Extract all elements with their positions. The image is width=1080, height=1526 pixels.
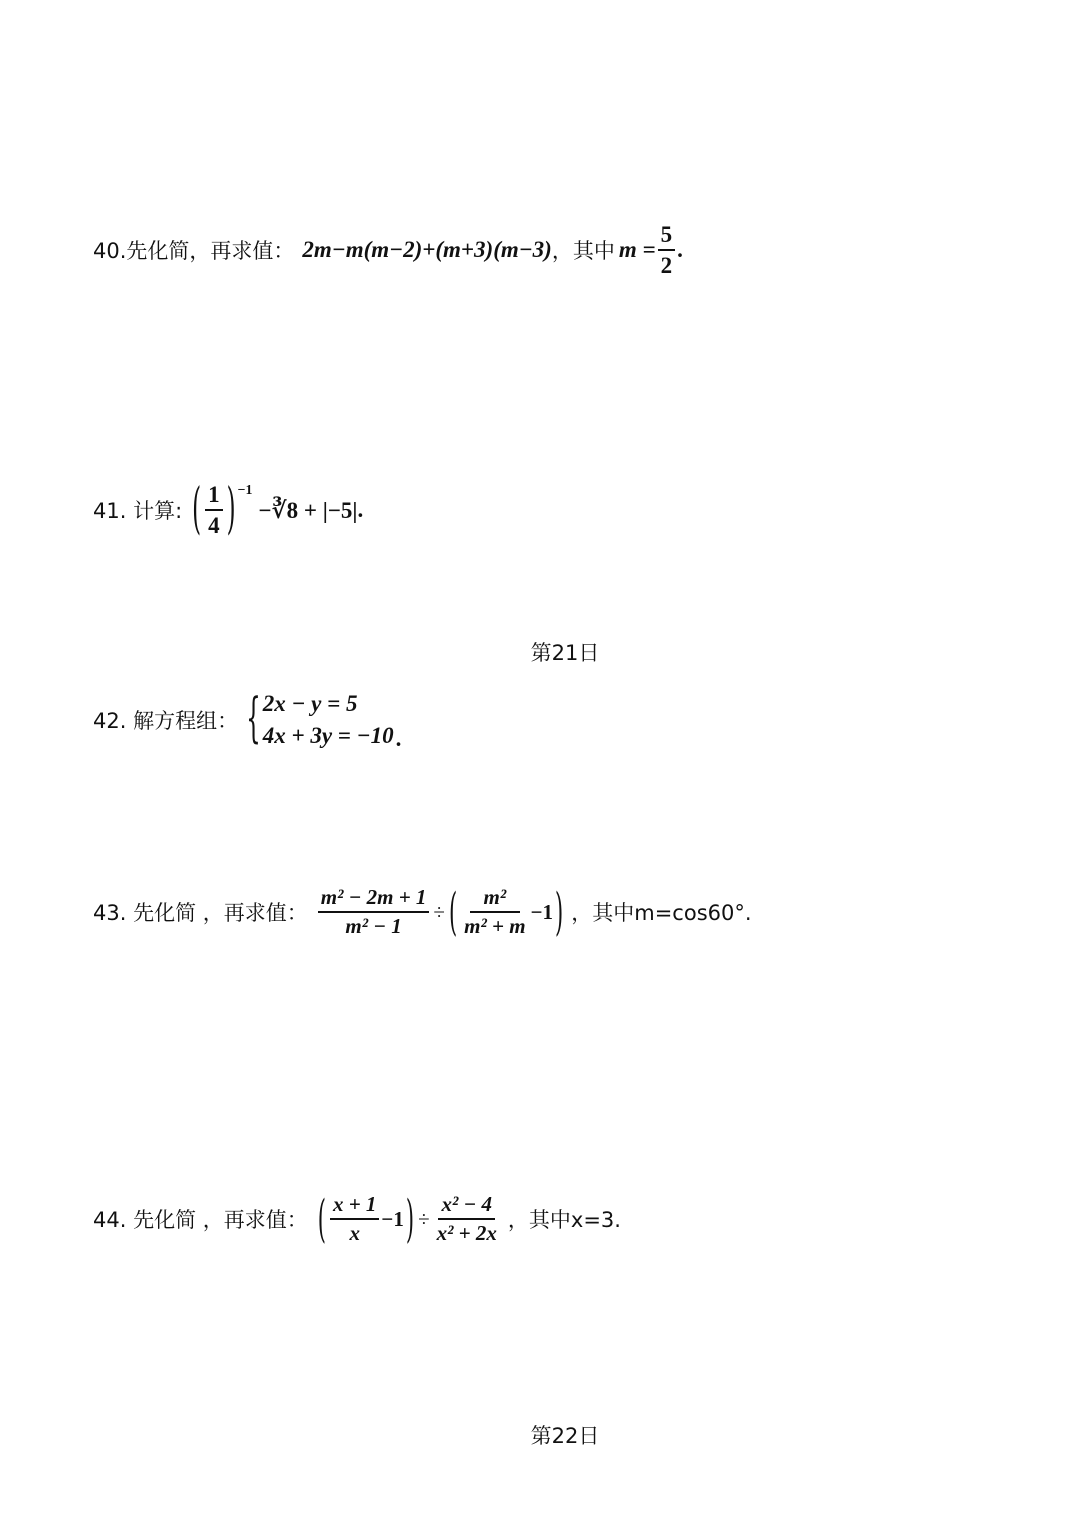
problem-44-minus-one: −1 [381, 1206, 404, 1231]
problem-43-minus-one: −1 [530, 899, 554, 924]
division-sign: ÷ [433, 899, 445, 924]
problem-40 [93, 222, 683, 279]
problem-40-condition-fraction [658, 222, 676, 279]
problem-40-condition-prefix: ，其中 [551, 239, 615, 264]
problem-41-exponent: −1 [237, 482, 253, 497]
equation-system [263, 688, 394, 752]
equation-2: 4x + 3y = −10 [262, 723, 394, 749]
fraction-numerator: 5 [658, 222, 676, 251]
problem-44 [93, 1190, 621, 1248]
problem-43-expression [316, 883, 566, 941]
problem-42-label: 42. 解方程组： [93, 709, 239, 734]
fraction-denominator: m² − 1 [345, 914, 402, 939]
problem-41-expression [190, 479, 364, 542]
problem-44-condition: ，其中x=3. [507, 1208, 621, 1233]
problem-43 [93, 883, 752, 941]
fraction-numerator: x² − 4 [438, 1193, 495, 1220]
left-brace: { [246, 690, 261, 751]
fraction-numerator: 1 [205, 482, 223, 511]
fraction-numerator: m² [470, 886, 521, 913]
day-21-heading: 第21日 [530, 641, 600, 665]
fraction-denominator: x² + 2x [436, 1221, 497, 1246]
fraction-denominator: x [349, 1221, 360, 1246]
problem-44-fraction-2 [434, 1193, 500, 1245]
fraction-numerator: m² − 2m + 1 [318, 886, 430, 913]
fraction-denominator: 2 [660, 253, 673, 279]
left-paren: ( [317, 1190, 326, 1248]
day-22-heading: 第22日 [530, 1424, 600, 1448]
fraction-numerator: x + 1 [330, 1193, 379, 1220]
equation-1: 2x − y = 5 [262, 691, 358, 716]
problem-44-expression [316, 1190, 502, 1248]
problem-40-period: . [677, 237, 683, 263]
problem-43-label: 43. 先化简 ，再求值： [93, 901, 308, 926]
problem-44-fraction-1 [330, 1193, 379, 1245]
problem-41-label: 41. 计算: [93, 499, 183, 524]
problem-44-label: 44. 先化简 ，再求值： [93, 1208, 308, 1233]
problem-41-rest: −∛8 + |−5| [258, 497, 358, 523]
problem-43-condition: ，其中m=cos60°. [571, 901, 752, 926]
left-paren: ( [192, 479, 202, 542]
right-paren: ) [555, 883, 564, 941]
problem-41 [93, 479, 364, 542]
problem-43-fraction-1 [318, 886, 430, 938]
problem-41-period: . [357, 497, 364, 523]
right-paren: ) [226, 479, 236, 542]
left-paren: ( [448, 883, 458, 941]
problem-40-label: 40.先化简，再求值： [93, 239, 295, 264]
fraction-denominator: m² + m [464, 914, 526, 939]
problem-42 [93, 688, 401, 752]
problem-40-condition-var: m = [618, 237, 656, 263]
fraction-denominator: 4 [208, 513, 220, 539]
division-sign: ÷ [418, 1206, 430, 1231]
problem-42-system [246, 688, 401, 752]
problem-42-period: . [395, 726, 402, 752]
right-paren: ) [405, 1190, 415, 1248]
problem-43-fraction-2 [461, 886, 528, 938]
problem-40-expression: 2m−m(m−2)+(m+3)(m−3) [302, 237, 552, 263]
problem-41-base-fraction [205, 482, 223, 539]
